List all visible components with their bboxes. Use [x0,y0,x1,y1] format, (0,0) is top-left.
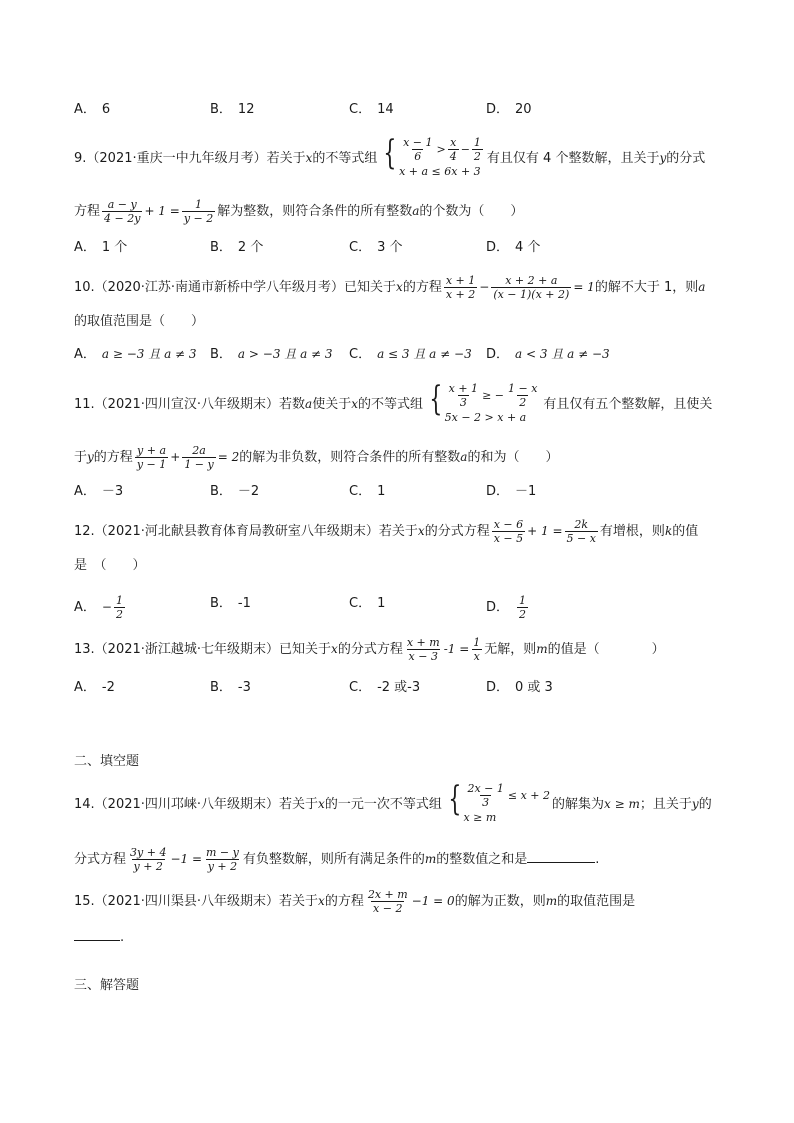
q13-fraction-1: $\frac{x + m}{x - 3}$ [406,636,440,663]
q10-option-d[interactable]: D． a < 3 且 a ≠ −3 [486,347,610,362]
q15-fraction: $\frac{2x + m}{x - 2}$ [367,888,408,915]
q10-option-a[interactable]: A． a ≥ −3 且 a ≠ 3 [74,347,197,362]
q11-option-c[interactable]: C． 1 [349,484,386,499]
q12-stem-line2: 是 （ ） [74,558,146,573]
q9-inequality-system: { $\frac{x - 1}{6}$ > $\frac{x}{4}$ − $\frac{1}{2}$ x + a ≤ 6x + 3 [383,133,481,178]
q11-fraction-2: $\frac{2a}{1 - y}$ [184,444,214,471]
q14-fraction-1: $\frac{3y + 4}{y + 2}$ [130,846,167,873]
q10-option-c[interactable]: C． a ≤ 3 且 a ≠ −3 [349,347,472,362]
q9-stem-line1: 9.（2021·重庆一中九年级月考）若关于x的不等式组 { $\frac{x - 1}{6}$ > $\frac{x}{4}$ − $\frac{1}{2}$ x + a ≤ 6x + 3 有且仅有 4 个整数解，且关于y的分式 [74,136,705,181]
q11-option-b[interactable]: B． －2 [210,484,260,499]
q8-option-a[interactable]: A． 6 [74,102,111,117]
q10-fraction-2: $\frac{x + 2 + a}{(x - 1)(x + 2)}$ [493,274,570,301]
q14-answer-blank[interactable] [527,862,595,863]
q13-options [74,678,734,698]
q12-options [74,594,734,621]
q10-stem-line2: 的取值范围是（ ） [74,314,205,329]
q10-stem-line1: 10.（2020·江苏·南通市新桥中学八年级月考）已知关于x的方程 $\frac{x + 1}{x + 2}$ − $\frac{x + 2 + a}{(x - 1)(x + 2)}$ = 1的解不大于 1，则a [74,274,706,301]
q8-option-c[interactable]: C． 14 [349,102,394,117]
q9-option-c[interactable]: C． 3 个 [349,240,403,255]
q11-option-d[interactable]: D． －1 [486,484,537,499]
q8-options [74,100,734,120]
q15-answer-blank[interactable] [74,940,120,941]
q12-option-d[interactable]: D． $\frac{1}{2}$ [486,594,527,621]
q10-options [74,344,734,364]
q11-fraction-1: $\frac{y + a}{y - 1}$ [136,444,167,471]
q14-stem-line2: 分式方程 $\frac{3y + 4}{y + 2}$ −1 = $\frac{m - y}{y + 2}$ 有负整数解，则所有满足条件的m的整数值之和是 . [74,846,600,873]
q12-fraction-1: $\frac{x - 6}{x - 5}$ [493,518,524,545]
q11-option-a[interactable]: A． －3 [74,484,124,499]
q9-eq-rhs-fraction: $\frac{1}{y - 2}$ [183,198,214,225]
q9-option-d[interactable]: D． 4 个 [486,240,541,255]
q11-options [74,482,734,502]
q15-stem-line1: 15.（2021·四川渠县·八年级期末）若关于x的方程 $\frac{2x + m}{x - 2}$ −1 = 0的解为正数，则m的取值范围是 [74,888,636,915]
q13-option-b[interactable]: B． -3 [210,680,251,695]
q15-stem-line2: . [74,928,124,948]
q10-option-b[interactable]: B． a > −3 且 a ≠ 3 [210,347,333,362]
q14-stem-line1: 14.（2021·四川邛崃·八年级期末）若关于x的一元一次不等式组 { $\frac{2x - 1}{3}$ ≤ x + 2 x ≥ m 的解集为x ≥ m；且关于y的 [74,782,712,827]
q9-options [74,238,734,258]
q12-option-c[interactable]: C． 1 [349,596,386,611]
q13-option-c[interactable]: C． -2 或-3 [349,680,421,695]
q14-fraction-2: $\frac{m - y}{y + 2}$ [206,846,239,873]
q11-stem-line1: 11.（2021·四川宣汉·八年级期末）若数a使关于x的不等式组 { $\frac{x + 1}{3}$ ≥ − $\frac{1 - x}{2}$ 5x − 2 > x + a 有且仅有五个整数解，且使关 [74,382,712,427]
q11-stem-line2: 于y的方程 $\frac{y + a}{y - 1}$ + $\frac{2a}{1 - y}$ = 2的解为非负数，则符合条件的所有整数a的和为（ ） [74,444,559,471]
q14-inequality-system: { $\frac{2x - 1}{3}$ ≤ x + 2 x ≥ m [448,779,551,824]
q12-option-b[interactable]: B． -1 [210,596,251,611]
q13-fraction-2: $\frac{1}{x}$ [473,636,481,663]
q10-fraction-1: $\frac{x + 1}{x + 2}$ [445,274,476,301]
section-fill-in-heading: 二、填空题 [74,754,140,769]
q13-stem: 13.（2021·浙江越城·七年级期末）已知关于x的分式方程 $\frac{x + m}{x - 3}$ -1 = $\frac{1}{x}$ 无解，则m的值是（ ） [74,636,665,663]
q9-option-b[interactable]: B． 2 个 [210,240,264,255]
q12-fraction-2: $\frac{2k}{5 - x}$ [566,518,596,545]
q8-option-d[interactable]: D． 20 [486,102,532,117]
section-answer-heading: 三、解答题 [74,978,140,993]
q12-option-a[interactable]: A． − $\frac{1}{2}$ [74,594,123,621]
q9-eq-lhs-fraction: $\frac{a - y}{4 - 2y}$ [104,198,141,225]
q11-inequality-system: { $\frac{x + 1}{3}$ ≥ − $\frac{1 - x}{2}$ 5x − 2 > x + a [429,379,538,424]
q9-stem-line2: 方程 $\frac{a - y}{4 - 2y}$ + 1 = $\frac{1}{y - 2}$ 解为整数，则符合条件的所有整数a的个数为（ ） [74,198,524,225]
q9-option-a[interactable]: A． 1 个 [74,240,128,255]
q13-option-d[interactable]: D． 0 或 3 [486,680,553,695]
q8-option-b[interactable]: B． 12 [210,102,255,117]
q13-option-a[interactable]: A． -2 [74,680,115,695]
q12-stem-line1: 12.（2021·河北献县教育体育局教研室八年级期末）若关于x的分式方程 $\frac{x - 6}{x - 5}$ + 1 = $\frac{2k}{5 - x}$ 有增根，则k的值 [74,518,699,545]
